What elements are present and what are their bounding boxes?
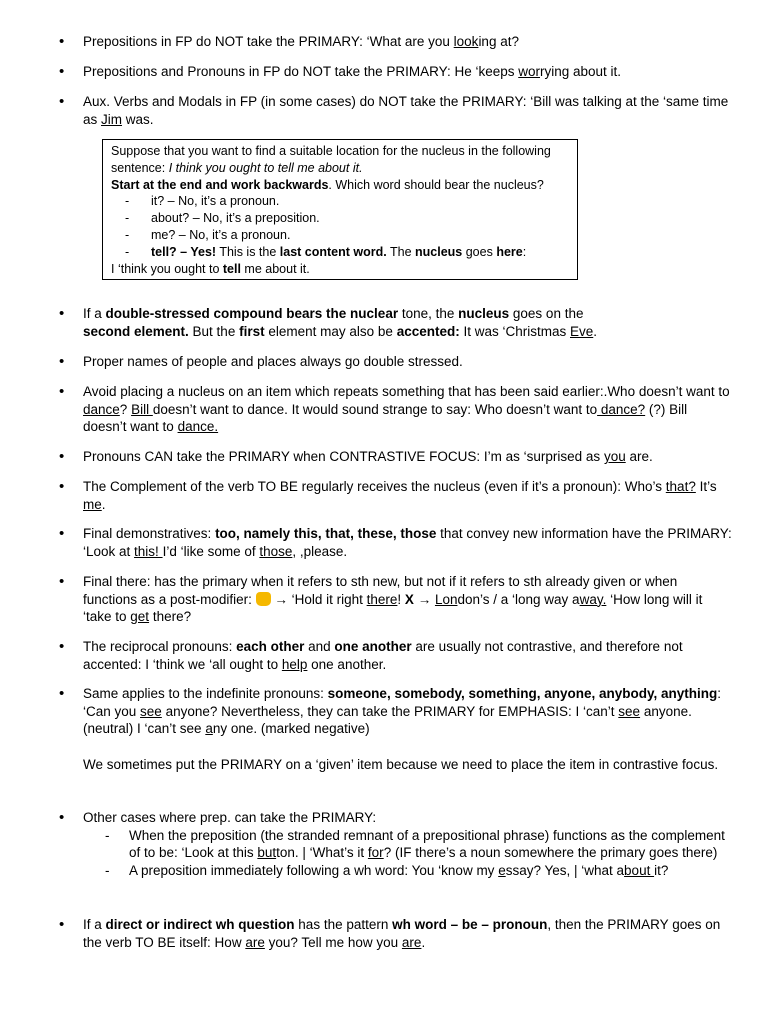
text: tone, the	[398, 306, 459, 321]
bullet-item	[83, 63, 733, 81]
text: (?) Bill doesn’t want to	[83, 401, 688, 434]
text: you? Tell me how you	[264, 934, 402, 950]
note-paragraph	[83, 756, 733, 774]
bullet-item	[83, 809, 733, 879]
text: !	[397, 591, 405, 607]
underlined-text: me	[83, 496, 102, 512]
text: Final demonstratives:	[83, 526, 216, 541]
bold-text: double-stressed compound bears the nuclear	[105, 306, 399, 321]
text: I ‘think you ought to	[111, 261, 223, 276]
text: rying about it.	[540, 64, 622, 79]
example-sentence: I think you ought to tell me about it.	[168, 160, 363, 175]
text: If a	[83, 306, 106, 321]
bold-text: first	[239, 323, 265, 339]
text: doesn’t want to dance. It would sound strange to say: Who doesn’t want to	[152, 401, 598, 417]
text: one another.	[307, 656, 387, 672]
underlined-text: this!	[134, 543, 163, 559]
underlined-text: see	[140, 703, 162, 719]
bold-text: nucleus	[458, 306, 510, 321]
text: Prepositions and Pronouns in FP do NOT take the PRIMARY: He ‘keeps	[83, 64, 519, 79]
text: are usually not contrastive, and therefore not accented: I ‘think we ‘all ought to	[83, 639, 683, 672]
example-box	[102, 139, 578, 280]
underlined-text: Jim	[101, 111, 123, 127]
text: about? – No, it’s a preposition.	[151, 211, 320, 226]
text: , ,please.	[292, 543, 348, 559]
box-list-item	[111, 244, 569, 261]
text: : ‘Can you	[83, 686, 721, 719]
text: ‘How long will it ‘take to	[83, 591, 703, 624]
underlined-text: Bill	[131, 401, 153, 417]
bold-text: each other	[236, 639, 305, 654]
sub-item	[83, 827, 733, 862]
underlined-text: see	[618, 703, 641, 719]
bold-text: second element.	[83, 323, 189, 339]
text: has the pattern	[294, 917, 393, 932]
text: don’s / a ‘long way a	[457, 591, 580, 607]
underlined-text: help	[281, 656, 308, 672]
text: and	[304, 639, 335, 654]
text: me? – No, it’s a pronoun.	[151, 227, 291, 242]
box-line	[111, 143, 569, 160]
bullet-item	[83, 525, 733, 560]
text: But the	[188, 323, 240, 339]
underlined-text: dance	[83, 401, 120, 417]
underlined-text: Lon	[434, 591, 458, 607]
text: element may also be	[264, 323, 397, 339]
text: A preposition immediately following a wh word: You ‘know my	[129, 862, 499, 878]
text: it?	[654, 862, 669, 878]
text: :	[522, 244, 527, 259]
dash: -	[125, 194, 130, 209]
text: → ‘Hold it right	[270, 591, 367, 607]
bold-text: tell? – Yes!	[151, 244, 217, 259]
bullet-item	[83, 573, 733, 626]
dash: -	[125, 211, 130, 226]
bullet-item	[83, 33, 733, 51]
text: The Complement of the verb TO BE regularly receives the nucleus (even if it’s a pronoun): Who’s	[83, 479, 666, 494]
box-line	[111, 160, 569, 177]
text: sentence:	[111, 160, 169, 175]
bullet-item	[83, 448, 733, 466]
text: Aux. Verbs and Modals in FP (in some cases) do NOT take the PRIMARY: ‘Bill was talking at the ‘same time as	[83, 94, 729, 127]
bullet-item	[83, 383, 733, 436]
text: Final there: has the primary when it refers to sth new, but not if it refers to sth already given or when functions as a post-modifier:	[83, 574, 678, 607]
underlined-text: wor	[518, 64, 540, 79]
bold-text: too, namely this, that, these, those	[215, 526, 437, 541]
text: Pronouns CAN take the PRIMARY when CONTRASTIVE FOCUS: I’m as ‘surprised as	[83, 449, 604, 464]
underlined-text: you	[603, 449, 626, 464]
text: .	[593, 323, 598, 339]
text: goes on the	[509, 306, 584, 321]
text: It’s	[695, 479, 717, 494]
bullet-item	[83, 478, 733, 513]
text: .	[421, 934, 426, 950]
box-line	[111, 261, 569, 278]
underlined-text: for	[367, 845, 384, 860]
dash: -	[125, 244, 130, 259]
bold-text: last content word.	[279, 244, 387, 259]
underlined-text: get	[130, 609, 150, 624]
text: ?	[119, 401, 132, 417]
text: goes	[462, 244, 497, 259]
text: We sometimes put the PRIMARY on a ‘given’ item because we need to place the item in contrastive focus.	[83, 757, 719, 772]
text: I’d ‘like some of	[162, 543, 260, 559]
text: When the preposition (the stranded remnant of a prepositional phrase) functions as the complement of to be: ‘Look at this	[129, 827, 725, 860]
underlined-text: e	[498, 862, 506, 878]
underlined-text: are	[245, 934, 265, 950]
text: . Which word should bear the nucleus?	[328, 177, 544, 192]
text: it? – No, it’s a pronoun.	[151, 194, 280, 209]
underlined-text: way.	[579, 591, 607, 607]
thumbs-up-icon	[256, 592, 271, 606]
text: , then the PRIMARY goes on the verb TO BE itself: How	[83, 917, 721, 950]
bold-text: someone, somebody, something, anyone, anybody, anything	[327, 686, 718, 701]
underlined-text: look	[453, 34, 479, 49]
text: me about it.	[240, 261, 310, 276]
bold-text: nucleus	[415, 244, 463, 259]
bullet-item	[83, 685, 733, 738]
underlined-text: are	[401, 934, 422, 950]
bold-text: Start at the end and work backwards	[111, 177, 329, 192]
underlined-text: a	[205, 721, 213, 736]
bold-text: here	[496, 244, 523, 259]
bullet-item	[83, 93, 733, 128]
underlined-text: but	[257, 845, 277, 860]
sub-item	[83, 862, 733, 880]
bullet-item	[83, 916, 733, 951]
text: Avoid placing a nucleus on an item which repeats something that has been said earlier:.Who doesn’t want to	[83, 384, 730, 399]
underlined-text: dance.	[177, 419, 219, 434]
text: that convey new information have the PRIMARY: ‘Look at	[83, 526, 732, 559]
bold-text: tell	[222, 261, 241, 276]
text: The reciprocal pronouns:	[83, 639, 237, 654]
text: Prepositions in FP do NOT take the PRIMARY: ‘What are you	[83, 34, 454, 49]
bullet-item	[83, 353, 733, 371]
dash: -	[125, 227, 130, 242]
underlined-text: Eve	[570, 323, 594, 339]
bold-text: accented:	[396, 323, 460, 339]
text: Proper names of people and places always go double stressed.	[83, 354, 463, 369]
text: was.	[122, 111, 154, 127]
text: Suppose that you want to find a suitable location for the nucleus in the following	[111, 144, 551, 158]
text: are.	[625, 449, 653, 464]
text: ny one. (marked negative)	[212, 721, 370, 736]
x-mark: X	[404, 591, 414, 607]
text: This is the	[216, 244, 280, 259]
text: The	[386, 244, 415, 259]
text: ing at?	[478, 34, 519, 49]
underlined-text: those	[259, 543, 293, 559]
bullet-item	[83, 638, 733, 673]
underlined-text: that?	[665, 479, 696, 494]
text: there?	[149, 609, 192, 624]
text: ? (IF there’s a noun somewhere the primary goes there)	[383, 845, 718, 860]
box-list-item	[111, 210, 569, 227]
text: anyone. (neutral) I ‘can’t see	[83, 703, 692, 736]
text: • Other cases where prep. can take the PRIMARY:	[83, 810, 377, 825]
box-list-item	[111, 193, 569, 210]
bold-text: direct or indirect wh question	[105, 917, 295, 932]
text: .	[101, 496, 106, 512]
text: If a	[83, 917, 106, 932]
bold-text: wh word – be – pronoun	[392, 917, 548, 932]
text: ssay? Yes, | ‘what a	[505, 862, 625, 878]
bold-text: one another	[334, 639, 412, 654]
text: anyone? Nevertheless, they can take the PRIMARY for EMPHASIS: I ‘can’t	[161, 703, 619, 719]
dash: -	[105, 827, 110, 843]
text: ton. | ‘What’s it	[276, 845, 368, 860]
box-list-item	[111, 227, 569, 244]
text: →	[413, 591, 435, 607]
bullet-item	[83, 305, 733, 340]
text: It was ‘Christmas	[459, 323, 570, 339]
box-line	[111, 177, 569, 194]
underlined-text: dance?	[597, 401, 646, 417]
underlined-text: bout	[624, 862, 655, 878]
underlined-text: there	[366, 591, 398, 607]
dash: -	[105, 862, 110, 878]
text: Same applies to the indefinite pronouns:	[83, 686, 328, 701]
